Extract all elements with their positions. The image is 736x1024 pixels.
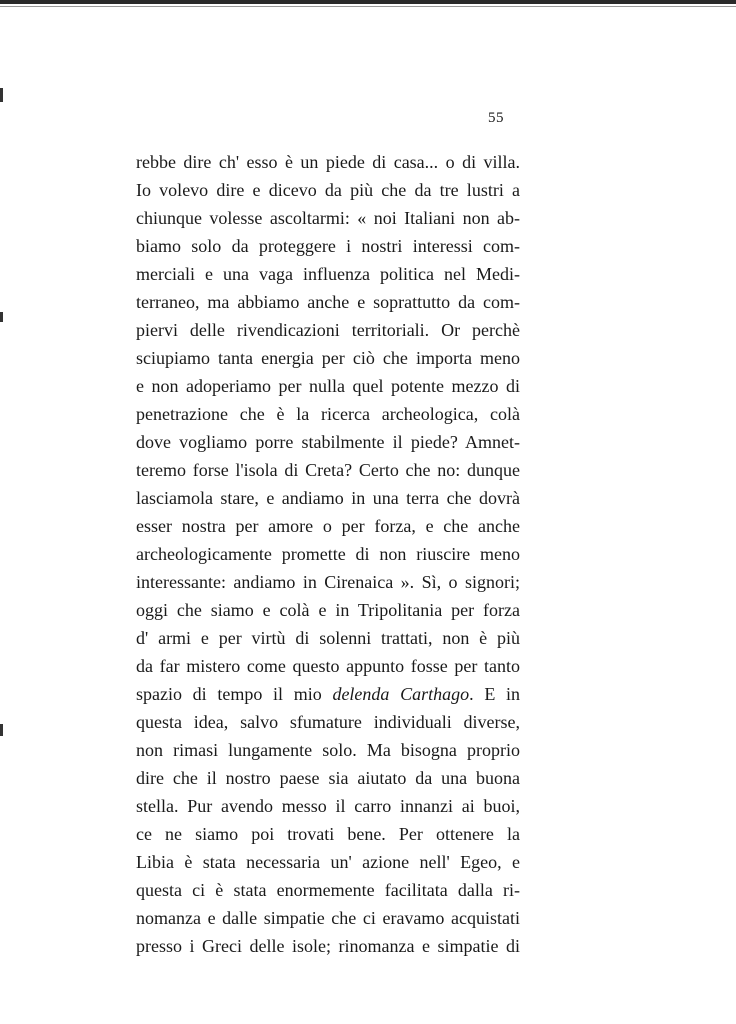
text-line: penetrazione che è la ricerca archeologica, colà [136, 404, 520, 424]
text-line: archeologicamente promette di non riuscire meno [136, 544, 520, 564]
text-line: Io volevo dire e dicevo da più che da tre lustri a [136, 180, 520, 200]
top-border [0, 0, 736, 4]
text-line: biamo solo da proteggere i nostri interessi com- [136, 236, 520, 256]
left-edge-mark [0, 724, 3, 736]
text-line: ce ne siamo poi trovati bene. Per ottenere la [136, 824, 520, 844]
text-segment: spazio di tempo il mio [136, 684, 333, 704]
text-line: non rimasi lungamente solo. Ma bisogna proprio [136, 740, 520, 760]
text-line: lasciamola stare, e andiamo in una terra che dovrà [136, 488, 520, 508]
text-line: esser nostra per amore o per forza, e che anche [136, 516, 520, 536]
text-segment: . E in [469, 684, 520, 704]
page-number: 55 [488, 110, 504, 126]
left-edge-mark [0, 312, 3, 322]
text-line: interessante: andiamo in Cirenaica ». Sì, o signori; [136, 572, 520, 592]
text-line-italic-phrase [136, 680, 520, 708]
text-line: d' armi e per virtù di solenni trattati, non è più [136, 628, 520, 648]
body-text [136, 148, 520, 960]
text-line: questa idea, salvo sfumature individuali diverse, [136, 712, 520, 732]
text-line: nomanza e dalle simpatie che ci eravamo acquistati [136, 908, 520, 928]
text-line: dove vogliamo porre stabilmente il piede? Amnet- [136, 432, 520, 452]
text-line: chiunque volesse ascoltarmi: « noi Italiani non ab- [136, 208, 520, 228]
text-line: presso i Greci delle isole; rinomanza e simpatie di [136, 936, 520, 956]
text-line: sciupiamo tanta energia per ciò che importa meno [136, 348, 520, 368]
text-line: stella. Pur avendo messo il carro innanzi ai buoi, [136, 796, 520, 816]
top-border-shadow [0, 6, 736, 7]
text-line: e non adoperiamo per nulla quel potente mezzo di [136, 376, 520, 396]
text-line: terraneo, ma abbiamo anche e soprattutto da com- [136, 292, 520, 312]
text-line: merciali e una vaga influenza politica nel Medi- [136, 264, 520, 284]
text-line: questa ci è stata enormemente facilitata dalla ri- [136, 880, 520, 900]
text-line: rebbe dire ch' esso è un piede di casa... o di villa. [136, 152, 520, 172]
text-line: teremo forse l'isola di Creta? Certo che no: dunque [136, 460, 520, 480]
left-edge-mark [0, 88, 3, 102]
text-line: dire che il nostro paese sia aiutato da una buona [136, 768, 520, 788]
italic-phrase: delenda Carthago [332, 684, 470, 704]
text-line: da far mistero come questo appunto fosse per tanto [136, 656, 520, 676]
text-line: oggi che siamo e colà e in Tripolitania per forza [136, 600, 520, 620]
text-line: Libia è stata necessaria un' azione nell' Egeo, e [136, 852, 520, 872]
text-line: piervi delle rivendicazioni territoriali. Or perchè [136, 320, 520, 340]
